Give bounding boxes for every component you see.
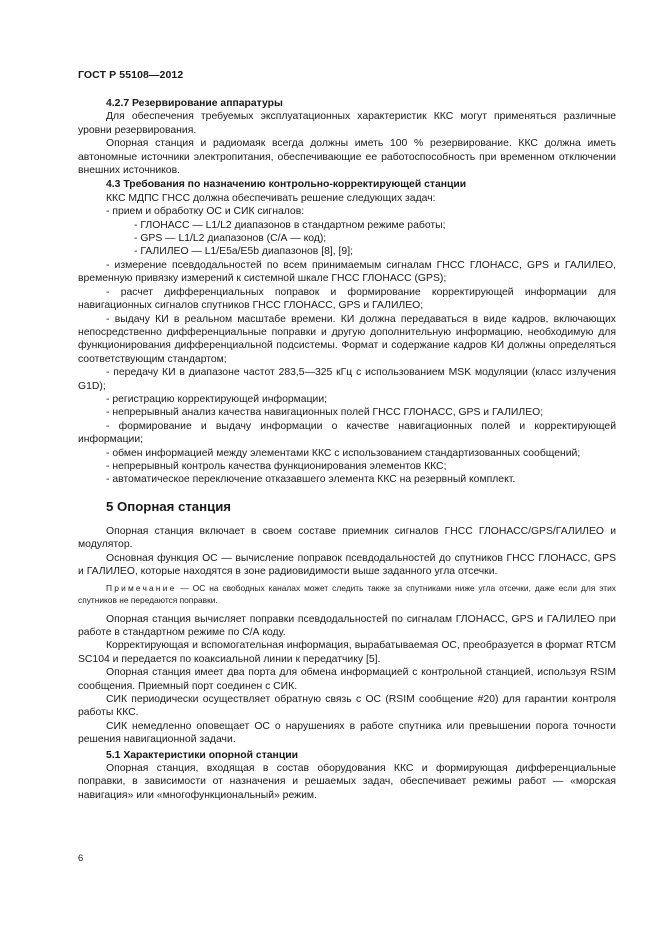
- paragraph: ККС МДПС ГНСС должна обеспечивать решение следующих задач:: [106, 192, 436, 204]
- sub-list-item: - GPS — L1/L2 диапазонов (С/А — код);: [134, 233, 327, 245]
- list-item: - непрерывный анализ качества навигационных полей ГНСС ГЛОНАСС, GPS и ГАЛИЛЕО;: [106, 407, 544, 419]
- sub-list-item: - ГАЛИЛЕО — L1/E5a/E5b диапазонов [8], [9];: [134, 246, 353, 258]
- list-item: - выдачу КИ в реальном масштабе времени. КИ должна передаваться в виде кадров, включающих непосредственно дифференциальные поправки и другую дополнительную информацию, необходимую для функционирования дифференциальной подсистемы. Формат и содержание кадров КИ должны определяться соответствующим стандартом;: [78, 313, 616, 365]
- note-text: — ОС на свободных каналах может следить также за спутниками ниже угла отсечки, даже если для этих спутников не передаются поправки.: [78, 583, 616, 605]
- list-item: - обмен информацией между элементами ККС с использованием стандартизованных сообщений;: [106, 447, 581, 459]
- note: [78, 583, 616, 606]
- paragraph: СИК немедленно оповещает ОС о нарушениях в работе спутника или превышении порога точности решения навигационной задачи.: [78, 720, 616, 746]
- sub-list-item: - ГЛОНАСС — L1/L2 диапазонов в стандартном режиме работы;: [134, 219, 446, 231]
- list-item: - прием и обработку ОС и СИК сигналов:: [106, 206, 305, 218]
- paragraph: Опорная станция и радиомаяк всегда должны иметь 100 % резервирование. ККС должна иметь автономные источники электропитания, обеспечивающие ее работоспособность при временном отключении внешних источников.: [78, 138, 616, 177]
- paragraph: Опорная станция имеет два порта для обмена информацией с контрольной станцией, используя RSIM сообщения. Приемный порт соединен с СИК.: [78, 667, 616, 692]
- paragraph: Для обеспечения требуемых эксплуатационных характеристик ККС могут применяться различные уровни резервирования.: [78, 111, 616, 136]
- note-label: Примечание: [106, 583, 177, 594]
- heading-4-2-7: 4.2.7 Резервирование аппаратуры: [106, 98, 283, 109]
- list-item: - непрерывный контроль качества функционирования элементов ККС;: [106, 460, 447, 472]
- page-content: [78, 97, 616, 802]
- paragraph: СИК периодически осуществляет обратную связь с ОС (RSIM сообщение #20) для гарантии контроля работы ККС.: [78, 694, 616, 719]
- document-code-header: ГОСТ Р 55108—2012: [78, 69, 184, 81]
- paragraph: Основная функция ОС — вычисление поправок псевдодальностей до спутников ГНСС ГЛОНАСС, GPS и ГАЛИЛЕО, которые находятся в зоне радиовидимости выше заданного угла отсечки.: [78, 552, 616, 577]
- page-number: 6: [78, 853, 84, 864]
- heading-4-3: 4.3 Требования по назначению контрольно-корректирующей станции: [106, 179, 467, 191]
- paragraph: Корректирующая и вспомогательная информация, вырабатываемая ОС, преобразуется в формат RTCM SC104 и передается по коаксиальной линии к передатчику [5].: [78, 640, 616, 665]
- heading-5-1: 5.1 Характеристики опорной станции: [106, 749, 298, 761]
- paragraph: Опорная станция, входящая в состав оборудования ККС и формирующая дифференциальные поправки, в зависимости от назначения и решаемых задач, обеспечивает режимы работ — «морская навигация» или «многофункциональный» режим.: [78, 763, 616, 801]
- list-item: - расчет дифференциальных поправок и формирование корректирующей информации для навигационных сигналов спутников ГНСС ГЛОНАСС, GPS и ГАЛИЛЕО;: [78, 286, 616, 312]
- list-item: - измерение псевдодальностей по всем принимаемым сигналам ГНСС ГЛОНАСС, GPS и ГАЛИЛЕО, временную привязку измерений к системной шкале ГНСС ГЛОНАСС (GPS);: [78, 259, 616, 285]
- paragraph: Опорная станция вычисляет поправки псевдодальностей по сигналам ГЛОНАСС, GPS и ГАЛИЛЕО при работе в стандартном режиме по С/А коду.: [78, 613, 616, 638]
- list-item: - формирование и выдачу информации о качестве навигационных полей и корректирующей информации;: [78, 420, 616, 446]
- list-item: - регистрацию корректирующей информации;: [106, 393, 328, 405]
- paragraph: Опорная станция включает в своем составе приемник сигналов ГНСС ГЛОНАСС/GPS/ГАЛИЛЕО и модулятор.: [78, 525, 616, 551]
- list-item: - передачу КИ в диапазоне частот 283,5—325 кГц с использованием MSK модуляции (класс излучения G1D);: [78, 367, 616, 392]
- list-item: - автоматическое переключение отказавшего элемента ККС на резервный комплект.: [106, 474, 516, 486]
- heading-5: 5 Опорная станция: [106, 498, 231, 514]
